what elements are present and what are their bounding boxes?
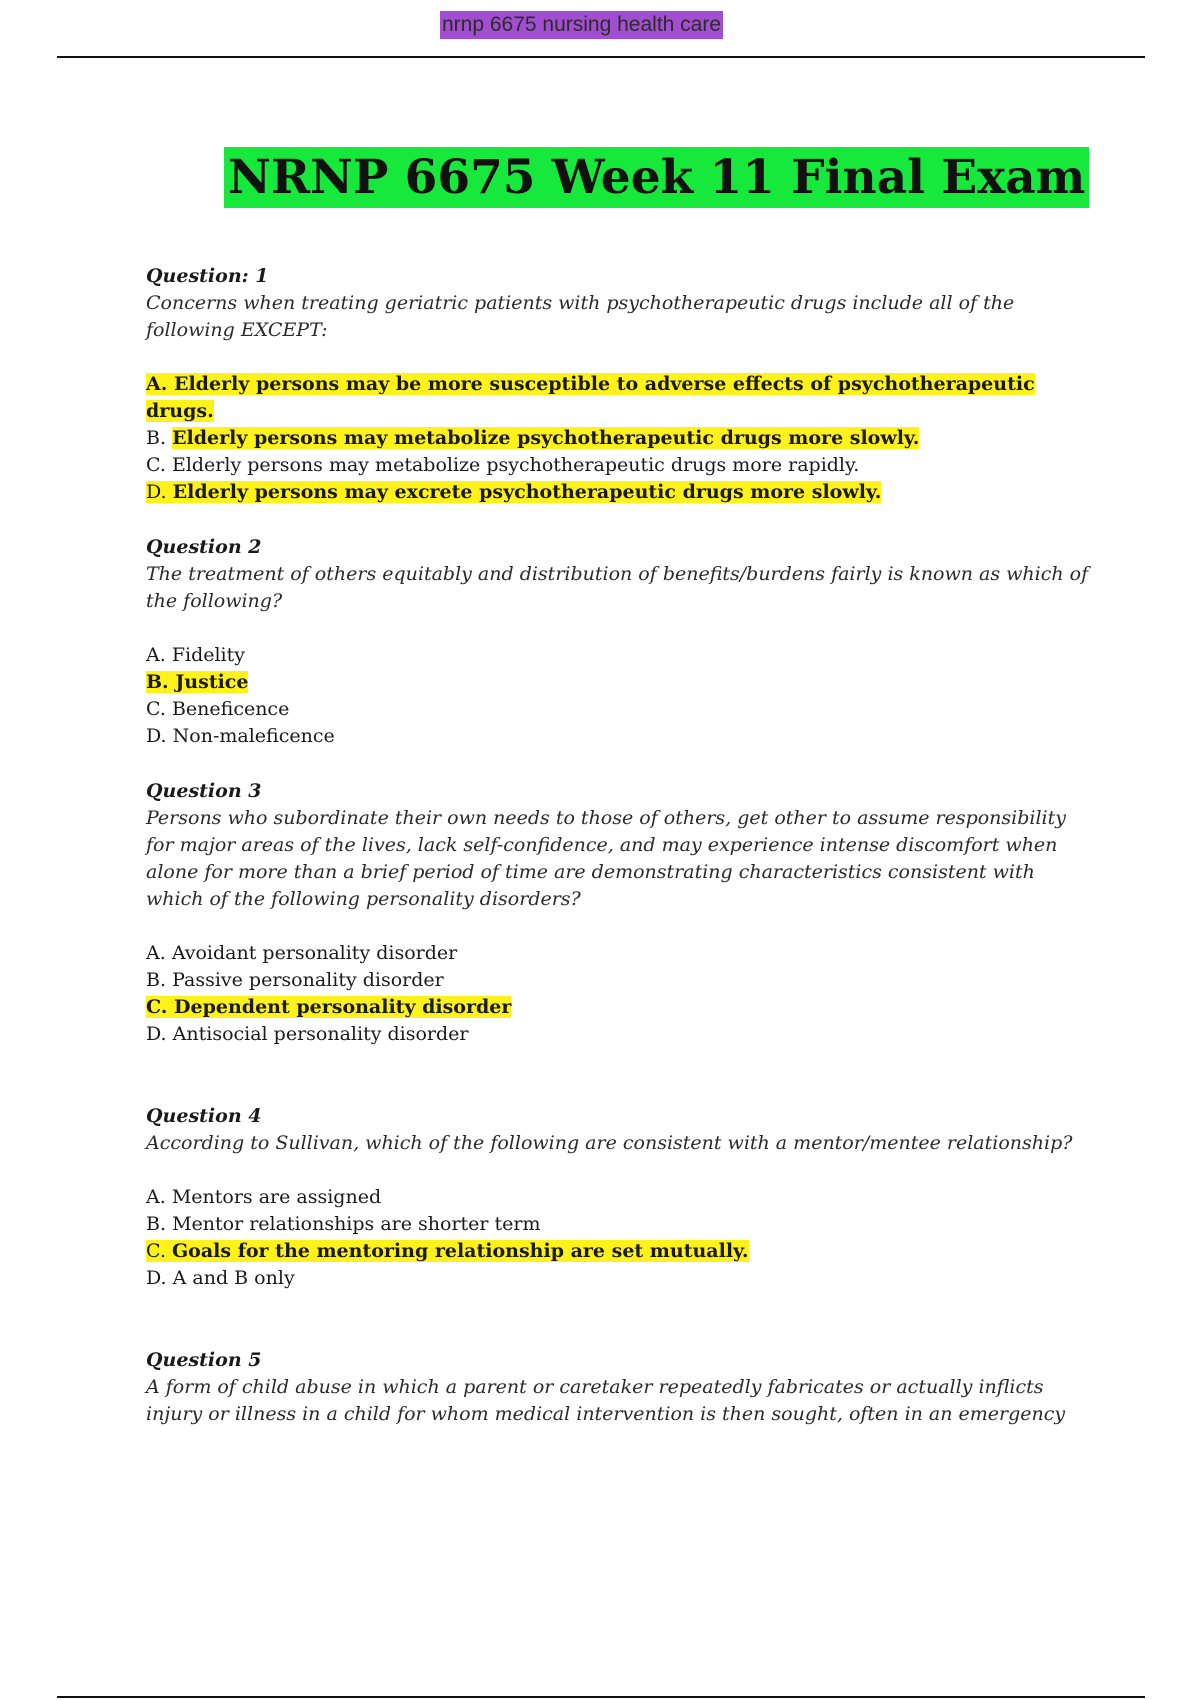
answer-option-c: [146, 696, 1096, 723]
option-text: Mentor relationships are shorter term: [172, 1213, 541, 1235]
option-letter: B.: [146, 427, 167, 449]
answer-option-b: [146, 967, 1096, 994]
option-letter: C.: [146, 454, 166, 476]
answer-option-d: [146, 1265, 1096, 1292]
option-letter: D.: [146, 725, 167, 747]
option-text: Avoidant personality disorder: [171, 942, 458, 964]
option-letter: A.: [146, 942, 166, 964]
option-letter: C.: [146, 1240, 166, 1262]
answer-options: [146, 371, 1096, 506]
question-text: The treatment of others equitably and distribution of benefits/burdens fairly is known as which of the following?: [146, 563, 1089, 612]
answer-option-b: [146, 669, 1096, 696]
answer-option-d: [146, 723, 1096, 750]
question-text: A form of child abuse in which a parent or caretaker repeatedly fabricates or actually inflicts injury or illness in a child for whom medical intervention is then sought, often in an emergency: [146, 1376, 1066, 1425]
question-label: Question 3: [146, 780, 262, 802]
option-letter: C.: [146, 996, 168, 1018]
answer-option-a: [146, 940, 1096, 967]
question-label: Question: 1: [146, 265, 269, 287]
answer-option-d: [146, 479, 1096, 506]
option-letter: A.: [146, 373, 168, 395]
answer-option-b: [146, 1211, 1096, 1238]
question-label: Question 2: [146, 536, 262, 558]
question-text: Persons who subordinate their own needs to those of others, get other to assume responsibility for major areas of the lives, lack self-confidence, and may experience intense discomfort when alone for more than a brief period of time are demonstrating characteristics consistent with which of the following personality disorders?: [146, 807, 1066, 910]
answer-options: [146, 642, 1096, 750]
header-rule: [57, 56, 1145, 58]
answer-options: [146, 940, 1096, 1048]
answer-option-c: [146, 452, 1096, 479]
option-text: Beneficence: [171, 698, 290, 720]
answer-option-a: [146, 1184, 1096, 1211]
option-letter: A.: [146, 1186, 166, 1208]
question-5: [146, 1346, 1096, 1428]
question-1: [146, 262, 1096, 506]
answer-option-b: [146, 425, 1096, 452]
question-label: Question 5: [146, 1349, 262, 1371]
answer-options: [146, 1184, 1096, 1292]
footer-rule: [57, 1696, 1145, 1698]
option-text: Goals for the mentoring relationship are set mutually.: [171, 1240, 749, 1262]
option-letter: D.: [146, 1023, 167, 1045]
answer-option-c: [146, 994, 1096, 1021]
option-text: Elderly persons may excrete psychotherapeutic drugs more slowly.: [172, 481, 882, 503]
option-text: Fidelity: [171, 644, 246, 666]
question-label: Question 4: [146, 1105, 262, 1127]
option-letter: D.: [146, 1267, 167, 1289]
answer-option-a: [146, 642, 1096, 669]
option-text: Elderly persons may metabolize psychotherapeutic drugs more rapidly.: [171, 454, 860, 476]
exam-content: [146, 262, 1096, 1428]
option-text: Passive personality disorder: [172, 969, 444, 991]
option-letter: A.: [146, 644, 166, 666]
question-2: [146, 533, 1096, 750]
option-letter: D.: [146, 481, 167, 503]
option-text: A and B only: [172, 1267, 295, 1289]
option-text: Dependent personality disorder: [174, 996, 512, 1018]
option-text: Elderly persons may metabolize psychotherapeutic drugs more slowly.: [172, 427, 920, 449]
option-text: Mentors are assigned: [171, 1186, 382, 1208]
question-3: [146, 777, 1096, 1048]
page-title: NRNP 6675 Week 11 Final Exam: [224, 147, 1089, 208]
answer-option-d: [146, 1021, 1096, 1048]
option-text: Antisocial personality disorder: [172, 1023, 469, 1045]
question-text: Concerns when treating geriatric patients with psychotherapeutic drugs include all of the following EXCEPT:: [146, 292, 1015, 341]
header-tag: nrnp 6675 nursing health care: [440, 11, 723, 39]
option-text: Elderly persons may be more susceptible to adverse effects of psychotherapeutic drugs.: [146, 373, 1035, 422]
answer-option-c: [146, 1238, 1096, 1265]
question-text: According to Sullivan, which of the following are consistent with a mentor/mentee relationship?: [146, 1132, 1073, 1154]
option-letter: B.: [146, 1213, 167, 1235]
question-4: [146, 1102, 1096, 1292]
option-letter: B.: [146, 671, 169, 693]
option-letter: C.: [146, 698, 166, 720]
option-text: Non-maleficence: [172, 725, 335, 747]
option-text: Justice: [175, 671, 249, 693]
answer-option-a: [146, 371, 1096, 425]
option-letter: B.: [146, 969, 167, 991]
